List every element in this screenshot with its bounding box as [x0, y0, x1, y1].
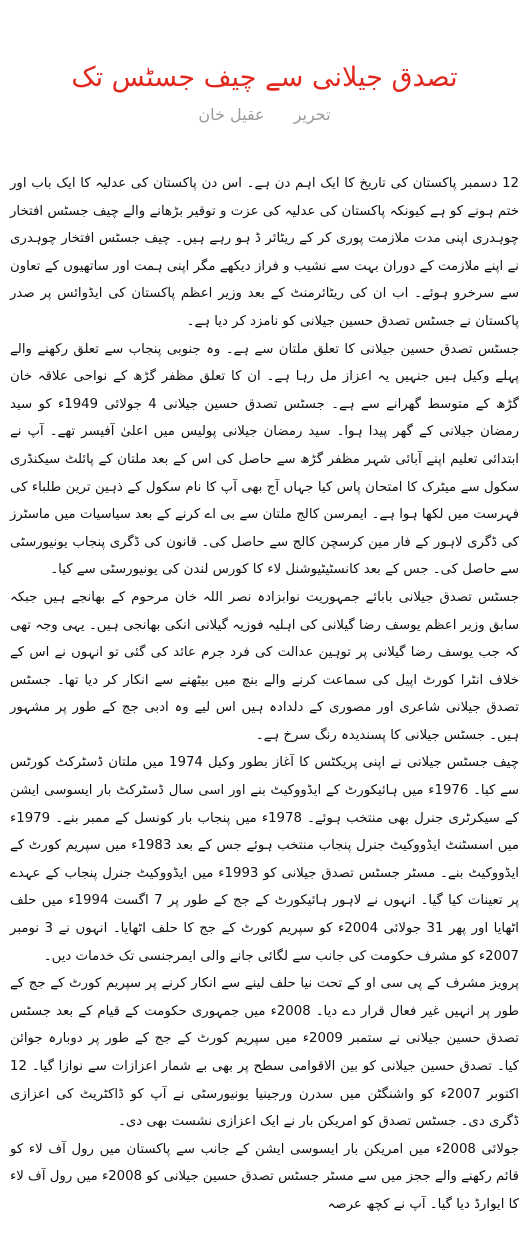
article-paragraph: پرویز مشرف کے پی سی او کے تحت نیا حلف لینے سے انکار کرنے پر سپریم کورٹ کے جج کے طور پر انہیں غیر فعال قرار دے دیا۔ 2008ء میں جمہوری حکومت کے قیام کے بعد جسٹس تصدق حسین جیلانی نے ستمبر 2009ء میں سپریم کورٹ کے جج کے طور پر دوبارہ جوائن کیا۔ تصدق حسین جیلانی کو بین الاقوامی سطح پر بھی بے شمار اعزازات سے نوازا گیا۔ 12 اکتوبر 2007ء کو واشنگٹن میں سدرن ورجینیا یونیورسٹی نے آپ کو ڈاکٹریٹ کی اعزازی ڈگری دی۔ جسٹس تصدق کو امریکن بار نے ایک اعزازی نشست بھی دی۔: [10, 976, 520, 1130]
article-paragraph: جسٹس تصدق حسین جیلانی کا تعلق ملتان سے ہے۔ وہ جنوبی پنجاب سے تعلق رکھنے والے پہلے وکیل ہیں جنہیں یہ اعزاز مل رہا ہے۔ ان کا تعلق مظفر گڑھ کے نواحی علاقہ خان گڑھ کے متوسط گھرانے سے ہے۔ جسٹس تصدق حسین جیلانی 4 جولائی 1949ء کو سید رمضان جیلانی کے گھر پیدا ہوا۔ سید رمضان جیلانی پولیس میں اعلیٰ آفیسر تھے۔ آپ نے ابتدائی تعلیم اپنے آبائی شہر مظفر گڑھ سے حاصل کی اس کے بعد ملتان کے پائلٹ سیکنڈری سکول سے میٹرک کا امتحان پاس کیا جہاں آج بھی آپ کا نام سکول کے ذہین ترین طلباء کی فہرست میں لکھا ہوا ہے۔ ایمرسن کالج ملتان سے بی اے کرنے کے بعد سیاسیات میں ماسٹرز کی ڈگری لاہور کے فار مین کرسچن کالج سے حاصل کی۔ قانون کی ڈگری پنجاب یونیورسٹی سے حاصل کی۔ جس کے بعد کانسٹیٹیوشنل لاء کا کورس لندن کی یونیورسٹی سے کیا۔: [10, 341, 519, 578]
article-byline: [10, 104, 519, 126]
byline-author: عقیل خان: [198, 105, 265, 124]
article-paragraph: چیف جسٹس جیلانی نے اپنی پریکٹس کا آغاز بطور وکیل 1974 میں ملتان ڈسٹرکٹ کورٹس سے کیا۔ 1976ء میں ہائیکورٹ کے ایڈووکیٹ بنے اور اسی سال ڈسٹرکٹ بار ایسوسی ایشن کے سیکرٹری جنرل بھی منتخب ہوئے۔ 1978ء میں پنجاب بار کونسل کے ممبر بنے۔ 1979ء میں اسسٹنٹ ایڈووکیٹ جنرل پنجاب منتخب ہوئے جس کے بعد 1983ء میں سپریم کورٹ کے ایڈووکیٹ بنے۔ مسٹر جسٹس تصدق جیلانی کو 1993ء میں ایڈووکیٹ جنرل پنجاب کے عہدے پر تعینات کیا گیا۔ انہوں نے لاہور ہائیکورٹ کے جج کے طور پر 7 اگست 1994ء میں حلف اٹھایا اور پھر 31 جولائی 2004ء کو سپریم کورٹ کے جج کا حلف اٹھایا۔ انہوں نے 3 نومبر 2007ء کو مشرف حکومت کی جانب سے لگائی جانے والی ایمرجنسی تک خدمات دیں۔: [10, 755, 520, 964]
article-headline: تصدق جیلانی سے چیف جسٹس تک: [71, 62, 458, 93]
byline-label: تحریر: [293, 105, 331, 124]
article-paragraph: جولائی 2008ء میں امریکن بار ایسوسی ایشن کے جانب سے پاکستان میں رول آف لاء کو قائم رکھنے والے ججز میں سے مسٹر جسٹس تصدق حسین جیلانی کو 2008ء میں رول آف لاء کا ایوارڈ دیا گیا۔ آپ نے کچھ عرصہ: [9, 1141, 519, 1212]
article-paragraph: 12 دسمبر پاکستان کی تاریخ کا ایک اہم دن ہے۔ اس دن پاکستان کی عدلیہ کا ایک باب اور ختم ہونے کو ہے کیونکہ پاکستان کی عدلیہ کی عزت و توقیر بڑھانے والے چیف جسٹس افتخار چوہدری اپنی مدت ملازمت پوری کر کے ریٹائر ڈ ہو رہے ہیں۔ چیف جسٹس افتخار چوہدری نے اپنے ملازمت کے دوران بہت سے نشیب و فراز دیکھے مگر اپنی ہمت اور ساتھیوں کے تعاون سے سرخرو ہوئے۔ اب ان کی ریٹائرمنٹ کے بعد وزیر اعظم پاکستان کی ایڈوائس پر صدر پاکستان نے جسٹس تصدق حسین جیلانی کو نامزد کر دیا ہے۔: [10, 176, 519, 329]
article-paragraph: جسٹس تصدق جیلانی بابائے جمہوریت نوابزادہ نصر اللہ خان مرحوم کے بھانجے ہیں جبکہ سابق وزیر اعظم یوسف رضا گیلانی کی اہلیہ فوزیہ گیلانی انکی بھانجی ہیں۔ یہی وجہ تھی کہ جب یوسف رضا گیلانی پر توہین عدالت کی فرد جرم عائد کی گئی تو انہوں نے اس کے خلاف انٹرا کورٹ اپیل کی سماعت کرنے والے بنچ میں بیٹھنے سے انکار کر دیا تھا۔ جسٹس تصدق جیلانی شاعری اور مصوری کے دلدادہ ہیں اس لیے وہ ادبی جج کے طور پر مشہور ہیں۔ جسٹس جیلانی کا پسندیدہ رنگ سرخ ہے۔: [10, 589, 519, 743]
article-body: [10, 170, 519, 1219]
